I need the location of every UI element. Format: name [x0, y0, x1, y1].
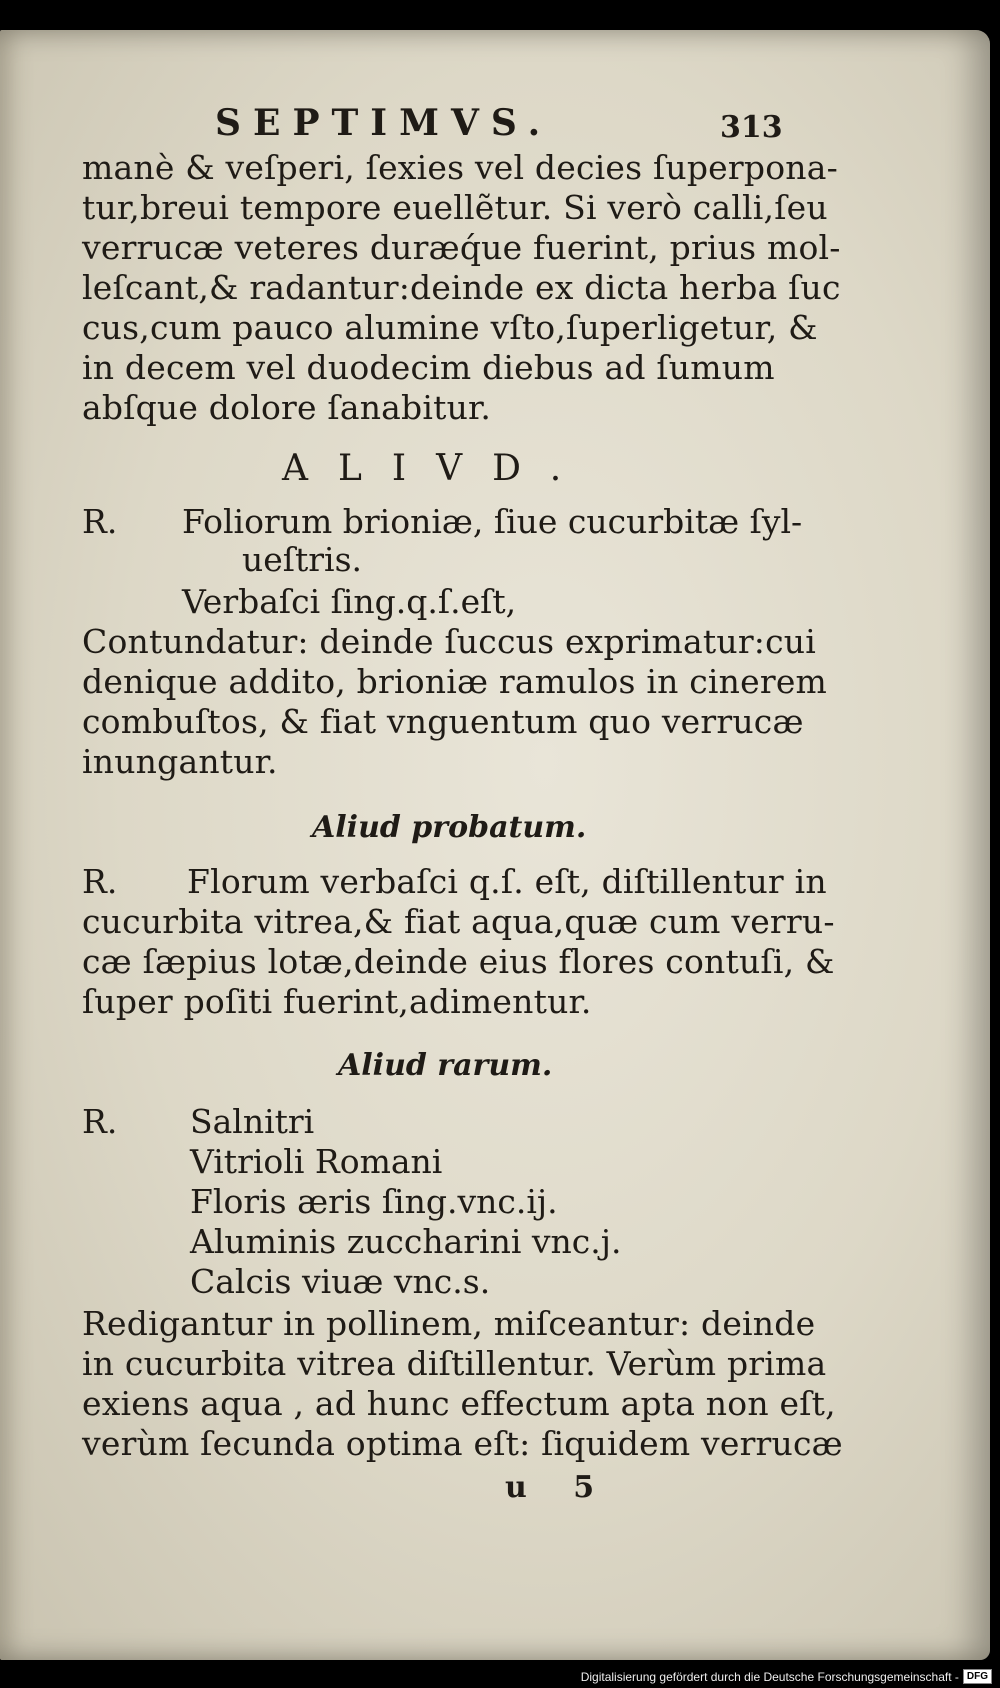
instruction-line: inungantur.	[82, 742, 278, 781]
ingredient-line: Aluminis zuccharini vnc.j.	[190, 1222, 622, 1261]
section-heading-aliud-rarum: Aliud rarum.	[338, 1048, 553, 1083]
recipe-line: ſuper poſiti fuerint,adimentur.	[82, 982, 592, 1021]
book-page	[0, 30, 990, 1660]
running-header: SEPTIMVS.	[215, 102, 553, 144]
section-heading-aliud: ALIVD.	[282, 448, 592, 489]
paragraph-line: in decem vel duodecim diebus ad ſumum	[82, 348, 775, 387]
section-heading-aliud-probatum: Aliud probatum.	[312, 810, 587, 845]
ingredient-line: Floris æris ſing.vnc.ij.	[190, 1182, 558, 1221]
page-number: 313	[720, 110, 783, 145]
paragraph-line: cus,cum pauco alumine vſto,ſuperligetur, &	[82, 308, 818, 347]
instruction-line: denique addito, brioniæ ramulos in cinerem	[82, 662, 828, 701]
ingredient-line: Vitrioli Romani	[190, 1142, 443, 1181]
recipe-label: R.	[82, 862, 118, 901]
paragraph-line: manè & veſperi, ſexies vel decies ſuperpona-	[82, 148, 838, 187]
ingredient-line: Verbaſci ſing.q.ſ.eſt,	[182, 582, 517, 621]
instruction-line: Contundatur: deinde ſuccus exprimatur:cui	[82, 622, 817, 661]
ingredient-line: Foliorum brioniæ, ſiue cucurbitæ ſyl-	[182, 502, 803, 541]
ingredient-line: ueſtris.	[242, 540, 363, 579]
recipe-line: cucurbita vitrea,& fiat aqua,quæ cum verru-	[82, 902, 835, 941]
paragraph-line: tur,breui tempore euellẽtur. Si verò calli,ſeu	[82, 188, 828, 227]
recipe-label: R.	[82, 1102, 118, 1141]
signature-mark: u 5	[505, 1470, 613, 1505]
instruction-line: verùm ſecunda optima eſt: ſiquidem verrucæ	[82, 1424, 843, 1463]
paragraph-line: abſque dolore ſanabitur.	[82, 388, 492, 427]
paragraph-line: leſcant,& radantur:deinde ex dicta herba ſuc	[82, 268, 841, 307]
recipe-line: Florum verbaſci q.ſ. eſt, diſtillentur in	[187, 862, 827, 901]
paragraph-line: verrucæ veteres duræq́ue fuerint, prius mol-	[82, 228, 841, 267]
credit-text: Digitalisierung gefördert durch die Deutsche Forschungsgemeinschaft -	[580, 1669, 959, 1684]
instruction-line: exiens aqua , ad hunc effectum apta non eſt,	[82, 1384, 836, 1423]
instruction-line: in cucurbita vitrea diſtillentur. Verùm prima	[82, 1344, 827, 1383]
recipe-label: R.	[82, 502, 118, 541]
ingredient-line: Calcis viuæ vnc.s.	[190, 1262, 491, 1301]
instruction-line: Redigantur in pollinem, miſceantur: deinde	[82, 1304, 816, 1343]
instruction-line: combuſtos, & fiat vnguentum quo verrucæ	[82, 702, 804, 741]
ingredient-line: Salnitri	[190, 1102, 315, 1141]
recipe-line: cæ ſæpius lotæ,deinde eius flores contuſi, &	[82, 942, 835, 981]
digitization-credit	[581, 1669, 992, 1684]
dfg-logo-icon: DFG	[963, 1669, 992, 1684]
